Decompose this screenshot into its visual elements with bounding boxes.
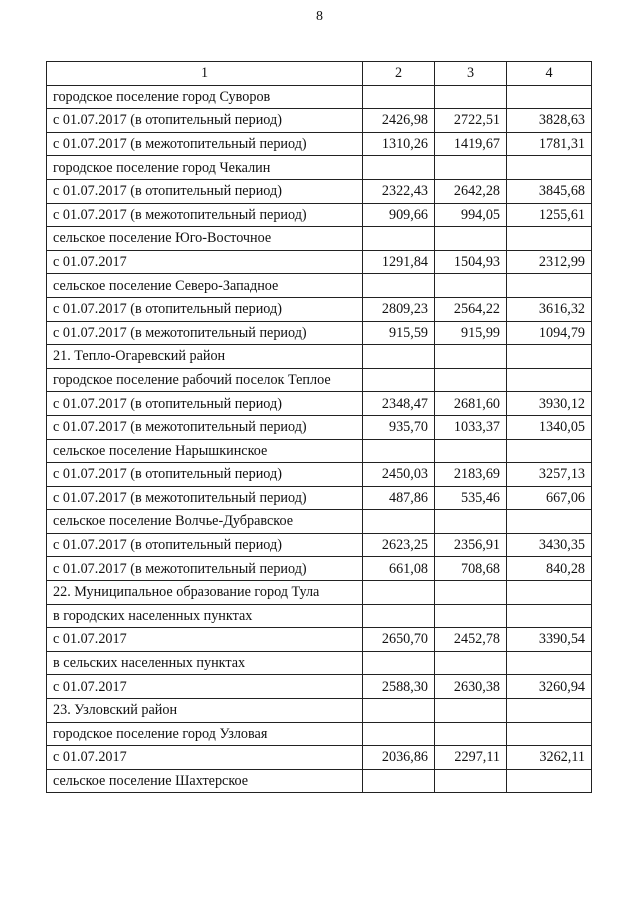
table-row bbox=[47, 533, 592, 557]
table-row bbox=[47, 439, 592, 463]
value-cell: 1781,31 bbox=[507, 132, 592, 156]
value-cell bbox=[363, 722, 435, 746]
value-cell: 3257,13 bbox=[507, 463, 592, 487]
row-label-cell: с 01.07.2017 bbox=[47, 746, 363, 770]
table-row bbox=[47, 132, 592, 156]
value-cell bbox=[435, 769, 507, 793]
row-label-cell: сельское поселение Волчье-Дубравское bbox=[47, 510, 363, 534]
value-cell bbox=[507, 722, 592, 746]
value-cell bbox=[363, 651, 435, 675]
value-cell: 840,28 bbox=[507, 557, 592, 581]
page-number: 8 bbox=[316, 9, 323, 24]
table-row bbox=[47, 557, 592, 581]
value-cell bbox=[507, 345, 592, 369]
row-label-cell: с 01.07.2017 (в отопительный период) bbox=[47, 533, 363, 557]
table-body bbox=[47, 85, 592, 793]
row-label-cell: с 01.07.2017 (в отопительный период) bbox=[47, 463, 363, 487]
value-cell bbox=[363, 581, 435, 605]
row-label-cell: сельское поселение Юго-Восточное bbox=[47, 227, 363, 251]
value-cell bbox=[507, 274, 592, 298]
value-cell: 915,99 bbox=[435, 321, 507, 345]
value-cell: 2036,86 bbox=[363, 746, 435, 770]
value-cell: 935,70 bbox=[363, 415, 435, 439]
value-cell: 1094,79 bbox=[507, 321, 592, 345]
tariff-table bbox=[46, 61, 592, 793]
value-cell bbox=[435, 85, 507, 109]
table-row bbox=[47, 415, 592, 439]
value-cell bbox=[507, 85, 592, 109]
value-cell: 3930,12 bbox=[507, 392, 592, 416]
column-header: 3 bbox=[435, 62, 507, 86]
value-cell bbox=[507, 604, 592, 628]
value-cell bbox=[507, 769, 592, 793]
value-cell: 2650,70 bbox=[363, 628, 435, 652]
value-cell bbox=[507, 368, 592, 392]
row-label-cell: с 01.07.2017 (в межотопительный период) bbox=[47, 132, 363, 156]
table-row bbox=[47, 628, 592, 652]
value-cell: 2642,28 bbox=[435, 179, 507, 203]
value-cell: 1291,84 bbox=[363, 250, 435, 274]
row-label-cell: с 01.07.2017 (в межотопительный период) bbox=[47, 203, 363, 227]
value-cell: 1255,61 bbox=[507, 203, 592, 227]
value-cell bbox=[363, 368, 435, 392]
column-header: 2 bbox=[363, 62, 435, 86]
table-row bbox=[47, 486, 592, 510]
value-cell bbox=[507, 699, 592, 723]
value-cell: 909,66 bbox=[363, 203, 435, 227]
value-cell bbox=[363, 604, 435, 628]
value-cell: 3430,35 bbox=[507, 533, 592, 557]
table-row bbox=[47, 604, 592, 628]
row-label-cell: с 01.07.2017 bbox=[47, 250, 363, 274]
table-row bbox=[47, 368, 592, 392]
row-label-cell: городское поселение рабочий поселок Теплое bbox=[47, 368, 363, 392]
row-label-cell: городское поселение город Суворов bbox=[47, 85, 363, 109]
value-cell bbox=[363, 345, 435, 369]
table-row bbox=[47, 85, 592, 109]
value-cell: 2564,22 bbox=[435, 297, 507, 321]
value-cell bbox=[363, 439, 435, 463]
value-cell bbox=[435, 156, 507, 180]
value-cell bbox=[507, 156, 592, 180]
value-cell: 2722,51 bbox=[435, 109, 507, 133]
table-row bbox=[47, 463, 592, 487]
value-cell: 1504,93 bbox=[435, 250, 507, 274]
value-cell: 535,46 bbox=[435, 486, 507, 510]
row-label-cell: с 01.07.2017 bbox=[47, 675, 363, 699]
value-cell: 2312,99 bbox=[507, 250, 592, 274]
value-cell: 1033,37 bbox=[435, 415, 507, 439]
value-cell bbox=[435, 368, 507, 392]
row-label-cell: с 01.07.2017 (в межотопительный период) bbox=[47, 321, 363, 345]
row-label-cell: 22. Муниципальное образование город Тула bbox=[47, 581, 363, 605]
table-row bbox=[47, 392, 592, 416]
value-cell: 2809,23 bbox=[363, 297, 435, 321]
value-cell bbox=[507, 510, 592, 534]
value-cell bbox=[435, 581, 507, 605]
value-cell bbox=[363, 699, 435, 723]
value-cell: 1340,05 bbox=[507, 415, 592, 439]
value-cell: 2348,47 bbox=[363, 392, 435, 416]
value-cell bbox=[363, 274, 435, 298]
row-label-cell: сельское поселение Шахтерское bbox=[47, 769, 363, 793]
value-cell bbox=[507, 651, 592, 675]
row-label-cell: с 01.07.2017 (в межотопительный период) bbox=[47, 415, 363, 439]
value-cell: 2452,78 bbox=[435, 628, 507, 652]
value-cell: 2297,11 bbox=[435, 746, 507, 770]
table-row bbox=[47, 179, 592, 203]
value-cell: 3260,94 bbox=[507, 675, 592, 699]
table-row bbox=[47, 227, 592, 251]
value-cell: 667,06 bbox=[507, 486, 592, 510]
value-cell: 1419,67 bbox=[435, 132, 507, 156]
value-cell: 2426,98 bbox=[363, 109, 435, 133]
value-cell: 2322,43 bbox=[363, 179, 435, 203]
row-label-cell: городское поселение город Чекалин bbox=[47, 156, 363, 180]
value-cell bbox=[363, 156, 435, 180]
value-cell bbox=[435, 604, 507, 628]
value-cell bbox=[435, 699, 507, 723]
value-cell: 708,68 bbox=[435, 557, 507, 581]
row-label-cell: с 01.07.2017 (в межотопительный период) bbox=[47, 557, 363, 581]
value-cell bbox=[435, 722, 507, 746]
row-label-cell: с 01.07.2017 (в отопительный период) bbox=[47, 392, 363, 416]
table-row bbox=[47, 722, 592, 746]
row-label-cell: в сельских населенных пунктах bbox=[47, 651, 363, 675]
row-label-cell: с 01.07.2017 bbox=[47, 628, 363, 652]
value-cell: 2588,30 bbox=[363, 675, 435, 699]
value-cell: 3262,11 bbox=[507, 746, 592, 770]
row-label-cell: с 01.07.2017 (в отопительный период) bbox=[47, 109, 363, 133]
value-cell: 661,08 bbox=[363, 557, 435, 581]
table-row bbox=[47, 109, 592, 133]
table-row bbox=[47, 675, 592, 699]
table-row bbox=[47, 581, 592, 605]
value-cell bbox=[435, 227, 507, 251]
table-row bbox=[47, 203, 592, 227]
value-cell: 3845,68 bbox=[507, 179, 592, 203]
table-row bbox=[47, 321, 592, 345]
value-cell bbox=[363, 227, 435, 251]
table-row bbox=[47, 746, 592, 770]
value-cell bbox=[507, 439, 592, 463]
row-label-cell: сельское поселение Северо-Западное bbox=[47, 274, 363, 298]
value-cell bbox=[363, 510, 435, 534]
value-cell: 2183,69 bbox=[435, 463, 507, 487]
table-header-row bbox=[47, 62, 592, 86]
table-row bbox=[47, 250, 592, 274]
value-cell: 915,59 bbox=[363, 321, 435, 345]
table-row bbox=[47, 156, 592, 180]
row-label-cell: с 01.07.2017 (в отопительный период) bbox=[47, 179, 363, 203]
value-cell bbox=[435, 439, 507, 463]
value-cell: 1310,26 bbox=[363, 132, 435, 156]
value-cell: 994,05 bbox=[435, 203, 507, 227]
table-row bbox=[47, 274, 592, 298]
row-label-cell: сельское поселение Нарышкинское bbox=[47, 439, 363, 463]
value-cell: 2630,38 bbox=[435, 675, 507, 699]
value-cell: 2681,60 bbox=[435, 392, 507, 416]
value-cell bbox=[435, 274, 507, 298]
table-row bbox=[47, 345, 592, 369]
value-cell bbox=[363, 769, 435, 793]
value-cell: 3616,32 bbox=[507, 297, 592, 321]
row-label-cell: 23. Узловский район bbox=[47, 699, 363, 723]
value-cell bbox=[363, 85, 435, 109]
value-cell bbox=[507, 581, 592, 605]
column-header: 4 bbox=[507, 62, 592, 86]
table-row bbox=[47, 510, 592, 534]
value-cell: 3828,63 bbox=[507, 109, 592, 133]
table-row bbox=[47, 699, 592, 723]
column-header: 1 bbox=[47, 62, 363, 86]
value-cell: 2356,91 bbox=[435, 533, 507, 557]
row-label-cell: в городских населенных пунктах bbox=[47, 604, 363, 628]
value-cell bbox=[435, 345, 507, 369]
value-cell: 487,86 bbox=[363, 486, 435, 510]
value-cell: 2450,03 bbox=[363, 463, 435, 487]
value-cell bbox=[435, 510, 507, 534]
table-row bbox=[47, 769, 592, 793]
value-cell: 3390,54 bbox=[507, 628, 592, 652]
value-cell bbox=[507, 227, 592, 251]
row-label-cell: с 01.07.2017 (в отопительный период) bbox=[47, 297, 363, 321]
value-cell bbox=[435, 651, 507, 675]
table-row bbox=[47, 297, 592, 321]
row-label-cell: городское поселение город Узловая bbox=[47, 722, 363, 746]
row-label-cell: с 01.07.2017 (в межотопительный период) bbox=[47, 486, 363, 510]
value-cell: 2623,25 bbox=[363, 533, 435, 557]
row-label-cell: 21. Тепло-Огаревский район bbox=[47, 345, 363, 369]
table-row bbox=[47, 651, 592, 675]
